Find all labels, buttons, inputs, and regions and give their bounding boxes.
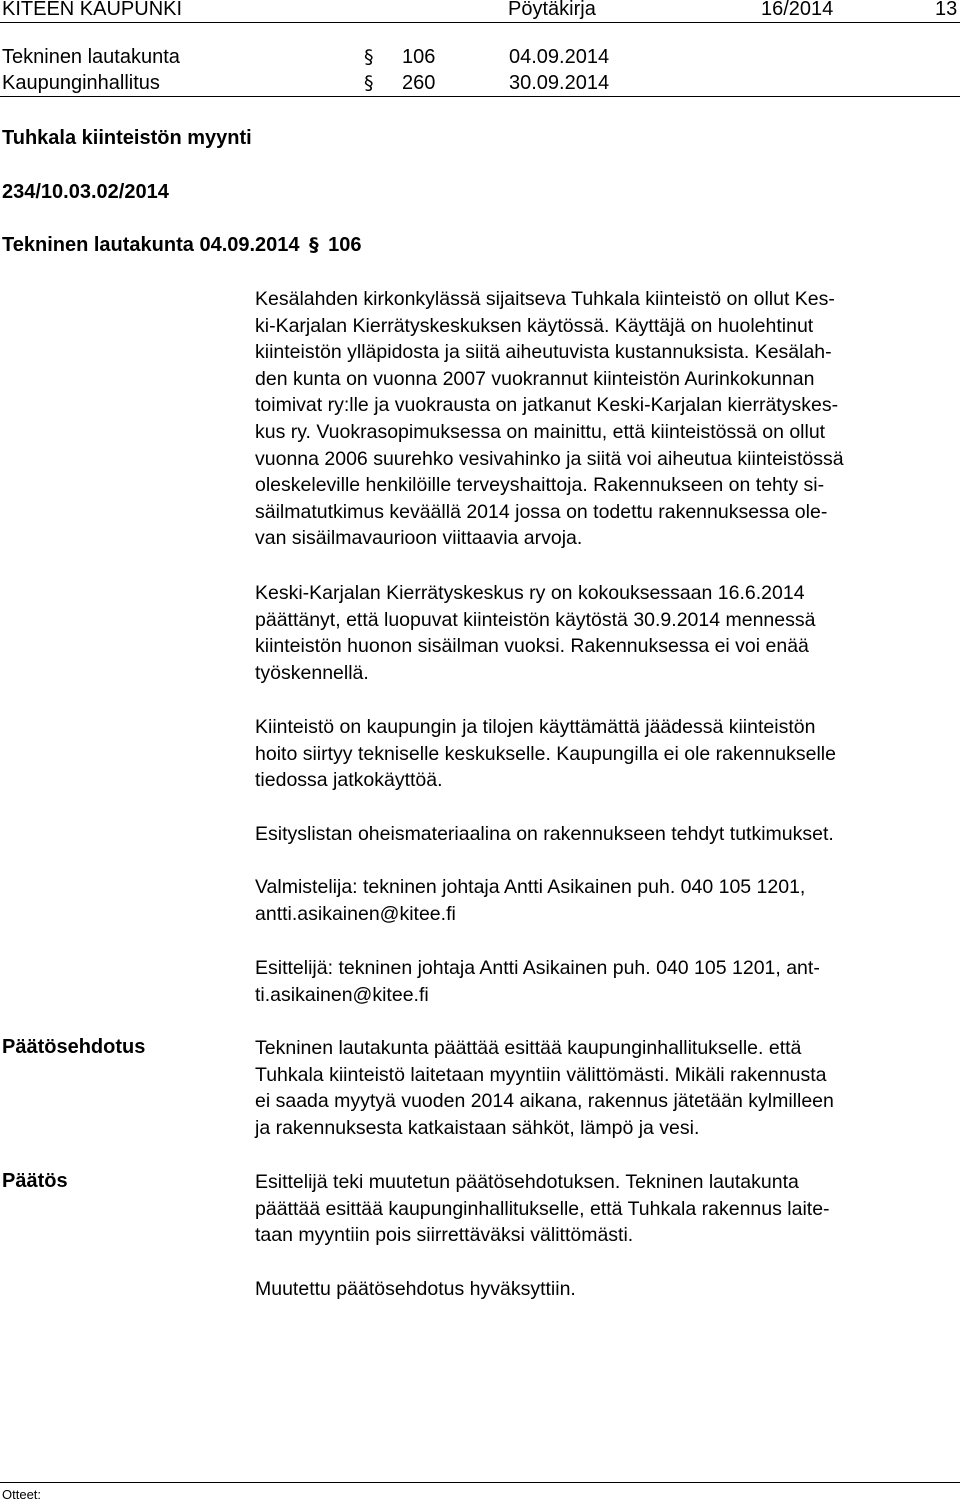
preparer-info: Valmistelija: tekninen johtaja Antti Asikainen puh. 040 105 1201, antti.asikainen@kitee.fi (255, 876, 806, 925)
section-sign: § (309, 234, 319, 256)
section-sign: § (364, 72, 374, 94)
subheading-section: 106 (328, 234, 362, 256)
meeting-section: 260 (402, 72, 436, 94)
org-name: KITEEN KAUPUNKI (2, 0, 183, 20)
footer-label: Otteet: (2, 1487, 42, 1502)
proposal-label: Päätösehdotus (2, 1036, 146, 1058)
proposal-text: Tekninen lautakunta päättää esittää kaupunginhallitukselle. että Tuhkala kiinteistö laitetaan myyntiin välittömästi. Mikäli rakennusta ei saada myytyä vuoden 2014 aikana, rakennus jätetään kylmilleen ja rakennuksesta katkaistaan sähköt, lämpö ja vesi. (255, 1037, 834, 1139)
header-divider (0, 22, 960, 23)
meeting-subheading (2, 233, 362, 257)
section-sign: § (364, 46, 374, 68)
decision-text: Esittelijä teki muutetun päätösehdotuksen. Tekninen lautakunta päättää esittää kaupunginhallitukselle, että Tuhkala rakennus laite- taan myyntiin pois siirrettäväksi välittömästi. (255, 1171, 830, 1247)
body-paragraph: Esityslistan oheismateriaalina on rakennukseen tehdyt tutkimukset. (255, 823, 834, 845)
meeting-body: Kaupunginhallitus (2, 72, 160, 94)
subheading-text: Tekninen lautakunta 04.09.2014 (2, 234, 300, 256)
decision-approved: Muutettu päätösehdotus hyväksyttiin. (255, 1278, 576, 1300)
footer-divider (0, 1482, 960, 1483)
document-title: Tuhkala kiinteistön myynti (2, 127, 252, 149)
meeting-body: Tekninen lautakunta (2, 46, 180, 68)
document-type: Pöytäkirja (508, 0, 596, 20)
body-paragraph: Kiinteistö on kaupungin ja tilojen käyttämättä jäädessä kiinteistön hoito siirtyy tekniselle keskukselle. Kaupungilla ei ole rakennukselle tiedossa jatkokäyttöä. (255, 716, 836, 792)
document-number: 16/2014 (761, 0, 834, 20)
meeting-date: 04.09.2014 (509, 46, 610, 68)
body-paragraph: Kesälahden kirkonkylässä sijaitseva Tuhkala kiinteistö on ollut Kes- ki-Karjalan Kierrätyskeskuksen käytössä. Käyttäjä on huolehtinut kiinteistön ylläpidosta ja siitä aiheutuvista kustannuksista. Kesälah- den kunta on vuonna 2007 vuokrannut kiinteistön Aurinkokunnan toimivat ry:lle ja vuokrausta on jatkanut Keski-Karjalan kierrätyskes- kus ry. Vuokrasopimuksessa on mainittu, että kiinteistössä on ollut vuonna 2006 suurehko vesivahinko ja siitä voi aiheutua kiinteistössä oleskeleville henkilöille terveyshaittoja. Rakennukseen on tehty si- säilmatutkimus keväällä 2014 jossa on todettu rakennuksessa ole- van sisäilmavaurioon viittaavia arvoja. (255, 288, 844, 550)
page-number: 13 (935, 0, 958, 20)
case-number: 234/10.03.02/2014 (2, 181, 169, 203)
body-paragraph: Keski-Karjalan Kierrätyskeskus ry on kokouksessaan 16.6.2014 päättänyt, että luopuvat kiinteistön käytöstä 30.9.2014 mennessä kiinteistön huonon sisäilman vuoksi. Rakennuksessa ei voi enää työskennellä. (255, 582, 816, 684)
meeting-section: 106 (402, 46, 436, 68)
decision-label: Päätös (2, 1170, 68, 1192)
presenter-info: Esittelijä: tekninen johtaja Antti Asikainen puh. 040 105 1201, ant- ti.asikainen@kitee.fi (255, 957, 820, 1006)
meeting-date: 30.09.2014 (509, 72, 610, 94)
meetings-divider (0, 96, 960, 97)
